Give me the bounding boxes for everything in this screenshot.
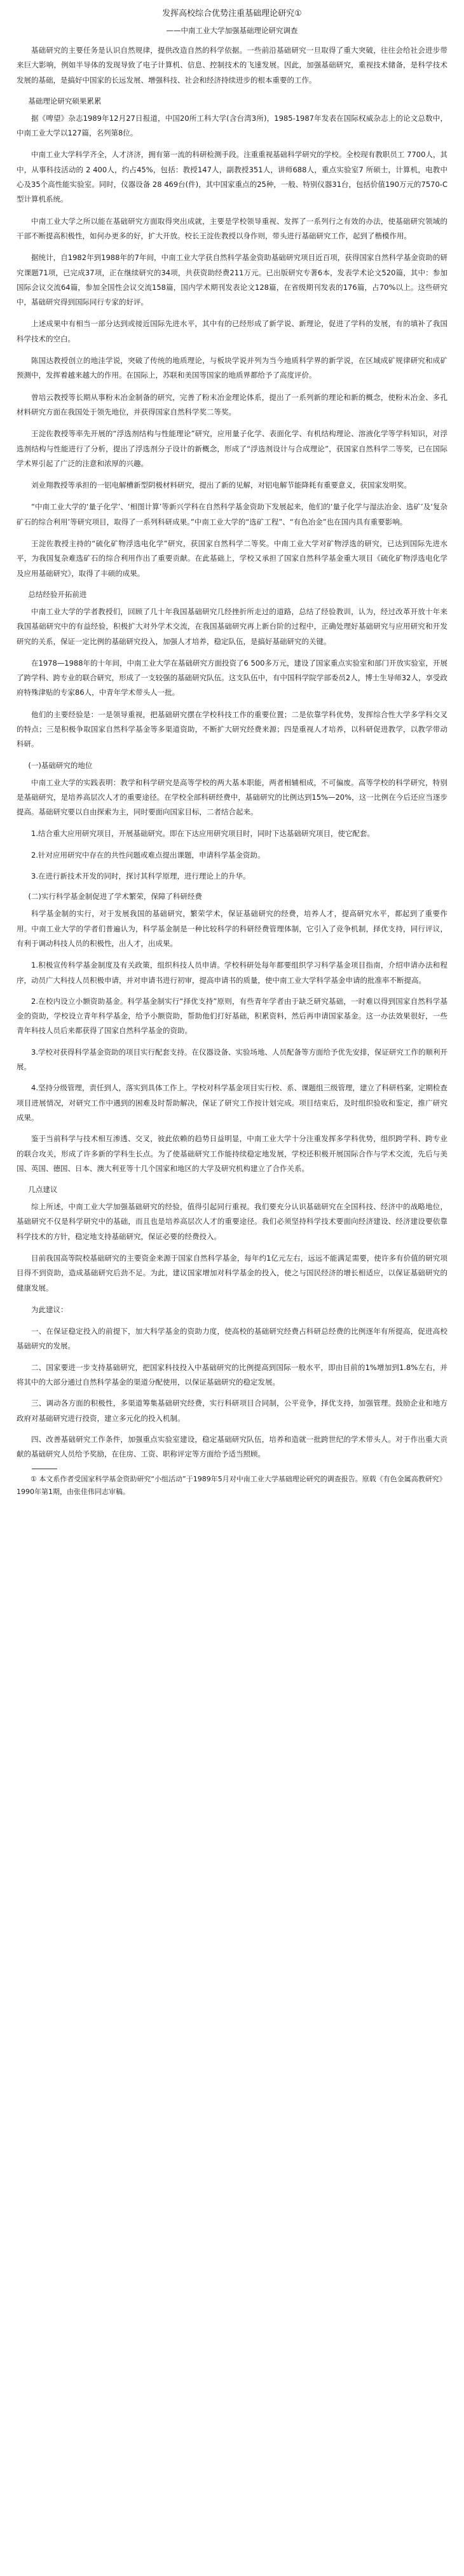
recommendation-item: 四、改善基础研究工作条件，加强重点实验室建设，稳定基础研究队伍，培养和造就一批跨世纪的学术带头人。对于作出重大贡献的基础研究人员给予奖励，在住房、工资、职称评定等方面给予适当照顾。 bbox=[17, 1434, 447, 1459]
body-paragraph: 据《啤望》杂志1989年12月27日报道，中国20所工科大学(含台湾3所)，1985-1987年发表在国际权威杂志上的论文总数中，中南工业大学以127篇，名列第8位。 bbox=[17, 113, 447, 138]
body-paragraph: 中南工业大学之所以能在基础研究方面取得突出成就，主要是学校领导重视、发挥了一系列行之有效的办法，使基础研究领域的干部不断提高积极性，如何办更多的好，扩大开放。校长王淀佐教授以身作则，带头进行基础研究工作，起到了楷模作用。 bbox=[17, 216, 447, 240]
body-paragraph: 刘业翔教授等承担的一铝电解槽新型阴极材料研究，提出了新的见解，对铝电解节能降耗有重要意义，获国家发明奖。 bbox=[31, 481, 411, 490]
document-title: 发挥高校综合优势注重基础理论研究① bbox=[162, 9, 302, 18]
body-paragraph: 他们的主要经验是：一是领导重视，把基础研究摆在学校科技工作的重要位置；二是依靠学科优势，发挥综合性大学多学科交叉的特点；三是积极争取国家自然科学基金等多渠道资助，不断扩大研究经费来源；四是重视人才培养，以科研促进教学，以教学带动科研。 bbox=[17, 709, 447, 749]
body-paragraph: 上述成果中有相当一部分达到或接近国际先进水平，其中有的已经形成了新学说、新理论，促进了学科的发展，有的填补了我国科学技术的空白。 bbox=[17, 319, 447, 343]
body-paragraph: 中南工业大学的实践表明：教学和科学研究是高等学校的两大基本职能，两者相辅相成，不可偏废。高等学校的科学研究，特别是基础研究，是培养高层次人才的重要途径。在学校全部科研经费中，基础研究的比例达到15%—20%，这一比例在今后还应当逐步提高。基础研究要以自由探索为主，同时要面向国家目标，二者结合起来。 bbox=[17, 778, 447, 817]
document-subtitle: ——中南工业大学加强基础理论研究调查 bbox=[166, 26, 298, 35]
subsection-heading-a: (一)基础研究的地位 bbox=[28, 760, 93, 770]
footnote: ① 本文系作者受国家科学基金资助研究“小组活动”于1989年5月对中南工业大学基础理论研究的调查报告。原载《有色金属高教研究》1990年第1期，由张佳伟同志审稿。 bbox=[17, 1474, 446, 1496]
body-paragraph: 陈国达教授创立的地洼学说，突破了传统的地质理论，与板块学说并列为当今地质科学界的新学说，在区域成矿规律研究和成矿预测中，发挥着越来越大的作用。在国际上，苏联和美国等国家的地质界都给予了高度评价。 bbox=[17, 356, 447, 380]
recommendation-item: 三、调动各方面的积极性，多渠道筹集基础研究经费，实行科研项目合同制，公平竞争，择优支持，加强管理。鼓励企业和地方政府对基础研究进行投资，建立多元化的投入机制。 bbox=[17, 1399, 447, 1423]
list-item: 2.针对应用研究中存在的共性问题或难点提出课题，申请科学基金资助。 bbox=[31, 850, 265, 860]
section-heading-achievements: 基础理论研究硕果累累 bbox=[28, 96, 102, 106]
recommendation-item: 二、国家要进一步支持基础研究，把国家科技投入中基础研究的比例提高到国际一般水平，即由目前的1%增加到1.8%左右，并将其中的大部分通过自然科学基金的渠道分配使用，以保证基础研究的稳定发展。 bbox=[17, 1362, 447, 1387]
body-paragraph: 目前我国高等院校基础研究的主要资金来源于国家自然科学基金，每年约1亿元左右，远远不能满足需要，使许多有价值的研究项目得不到资助，造成基础研究后劲不足。为此，建议国家增加对科学基金的投入，使之与国民经济的增长相适应，以保证基础研究的健康发展。 bbox=[17, 1254, 447, 1292]
list-item: 1.积极宣传科学基金制度及有关政策，组织科技人员申请。学校科研处每年都要组织学习科学基金项目指南，介绍申请办法和程序，动员广大科技人员积极申请，并对申请书进行初审，提高申请书的质量，使中南工业大学科学基金申请的批准率不断提高。 bbox=[17, 961, 447, 985]
body-paragraph: 科学基金制的实行，对于发展我国的基础研究，繁荣学术，保证基础研究的经费，培养人才，提高研究水平，都起到了重要作用。中南工业大学的学者们普遍认为，科学基金制是一种比较科学的科研经费管理体制，它引入了竞争机制，择优支持，同行评议，有利于调动科技人员的积极性，出人才，出成果。 bbox=[17, 909, 447, 948]
list-item: 2.在校内设立小额资助基金。科学基金制实行“择优支持”原则，有些青年学者由于缺乏研究基础，一时难以得到国家自然科学基金的资助，学校设立青年科学基金，给予小额资助，帮助他们打好基础，积累资料，然后再申请国家基金。这一办法效果很好，一些青年科技人员后来都获得了国家自然科学基金的资助。 bbox=[17, 996, 447, 1036]
list-item: 3.学校对获得科学基金资助的项目实行配套支持。在仪器设备、实验场地、人员配备等方面给予优先安排，保证研究工作的顺利开展。 bbox=[17, 1047, 447, 1072]
body-paragraph: 为此建议： bbox=[31, 1305, 68, 1314]
recommendation-item: 一、在保证稳定投入的前提下，加大科学基金的资助力度，使高校的基础研究经费占科研总经费的比例逐年有所提高，促进高校基础研究的发展。 bbox=[17, 1327, 447, 1351]
body-paragraph: 王淀佐教授等率先开展的“浮选剂结构与性能理论”研究，应用量子化学、表面化学、有机结构理论、溶液化学等学科知识，对浮选剂结构与性能进行了分析，提出了浮选剂分子设计的新概念，形成了“浮选剂设计与合成理论”，获国家自然科学二等奖，已在国际学术界引起了广泛的注意和浓厚的兴趣。 bbox=[17, 429, 447, 468]
body-paragraph: 综上所述，中南工业大学加强基础研究的经验，值得引起同行重视。我们要充分认识基础研究在全国科技、经济中的战略地位，基础研究不仅是科学研究中的基础，而且也是培养高层次人才的重要途径。我们必须坚持科学技术要面向经济建设、经济建设要依靠科学技术的方针，稳定地支持基础研究，保证必要的经费投入。 bbox=[17, 1202, 447, 1241]
body-paragraph: 中南工业大学科学齐全，人才济济，拥有第一流的科研检测手段。注重重视基础科学研究的学校。全校现有教职员工 7700人，其中，从事科技活动的 2 400人，约占45%，包括：教授147人，副教授351人，讲师688人，重点实验室7 所硕士，计算机，电教中心及35个高性能实验室。同时，仪器设备 28 469台(件)，其中国家重点的25种，一般、特别仪器31台，包括价值190万元的7570-C型计算机系统。 bbox=[17, 150, 447, 204]
body-paragraph: 王淀佐教授主持的“硫化矿物浮选电化学”研究，获国家自然科学二等奖。中南工业大学对矿物浮选的研究，已达到国际先进水平，为我国复杂难选矿石的综合利用作出了重要贡献。在此基础上，学校又承担了国家自然科学基金重大项目《硫化矿物浮选电化学及应用基础研究》，取得了丰硕的成果。 bbox=[17, 539, 447, 578]
body-paragraph: 中南工业大学的学者教授们，回顾了几十年我国基础研究几经挫折所走过的道路，总结了经验教训，认为，经过改革开放十年来我国基础研究中的有益经验，积极扩大对外学术交流，在我国基础研究再上新台阶的过程中，正确处理好基础研究与应用研究和开发研究的关系，保证一定比例的基础研究投入，加强人才培养，稳定队伍，是搞好基础研究的关键。 bbox=[17, 606, 447, 646]
body-paragraph: “中南工业大学的‘量子化学’、‘相图计算’等新兴学科在自然科学基金资助下发展起来，他们的‘量子化学与湿法冶金、选矿’及‘复杂矿石的综合利用’等研究项目，取得了一系列科研成果。”中南工业大学的“选矿工程”、“有色冶金”也在国内具有重要影响。 bbox=[17, 502, 447, 526]
list-item: 4.坚持分级管理，责任到人，落实到具体工作上。学校对科学基金项目实行校、系、课题组三级管理，建立了科研档案，定期检查项目进展情况，对研究工作中遇到的困难及时帮助解决，保证了研究工作按计划完成。项目结束后，及时组织验收和鉴定，推广研究成果。 bbox=[17, 1083, 447, 1122]
body-paragraph: 鉴于当前科学与技术相互渗透、交叉，彼此依赖的趋势日益明显，中南工业大学十分注重发挥多学科优势，组织跨学科、跨专业的联合攻关，形成了许多新的学科生长点。为了使基础研究工作能持续稳定地发展，学校还积极开展国际合作与学术交流，先后与美国、英国、德国、日本、澳大利亚等十几个国家和地区的大学及研究机构建立了合作关系。 bbox=[17, 1134, 447, 1173]
body-paragraph: 在1978—1988年的十年间，中南工业大学在基础研究方面投资了6 500多万元，建设了国家重点实验室和部门开放实验室，开展了跨学科、跨专业的联合研究，形成了一支较强的基础研究队伍。这支队伍中，有中国科学院学部委员2人，博士生导师32人，享受政府特殊津贴的专家86人，中青年学术带头人一批。 bbox=[17, 658, 447, 697]
section-heading-experience: 总结经验开拓前进 bbox=[28, 589, 87, 599]
subsection-heading-b: (二)实行科学基金制促进了学术繁荣，保障了科研经费 bbox=[28, 892, 202, 901]
body-paragraph: 据统计，自1982年到1988年的7年间，中南工业大学获自然科学基金资助基础研究项目近百项，获得国家自然科学基金资助的研究课题71项，已完成37项，正在继续研究的34项，共获资助经费211万元。已出版研究专著6本，发表学术论文520篇，其中：参加国际会议交流64篇，参加全国性会议交流158篇，国内学术期刊发表论文128篇，在省级期刊发表的176篇，占70%以上。这些研究中，基础研究得到国际同行专家的好评。 bbox=[17, 253, 447, 307]
body-paragraph: 曾培云教授等长期从事粉末冶金制备的研究，完善了粉末冶金理论体系，提出了一系列新的理论和新的概念，使粉末冶金、多孔材料研究方面在我国处于领先地位，并获得国家自然科学奖二等奖。 bbox=[17, 392, 447, 416]
section-heading-recommendations: 几点建议 bbox=[28, 1185, 58, 1195]
list-item: 1.结合重大应用研究项目，开展基础研究。即在下达应用研究项目时，同时下达基础研究项目，使它配套。 bbox=[31, 829, 374, 839]
intro-paragraph: 基础研究的主要任务是认识自然规律，提供改造自然的科学依据。一些前沿基础研究一旦取得了重大突破，往往会给社会进步带来巨大影响，例如半导体的发现导致了电子计算机、信息、控制技术的飞速发展。因此，加强基础研究，重视技术储备，是科学技术发展的基础，是搞好中国家的长远发展、增强科技、社会和经济持续进步的根本重要的工作。 bbox=[17, 46, 447, 85]
list-item: 3.在进行新技术开发的同时，探讨其科学原理，进行理论上的升华。 bbox=[31, 872, 250, 881]
